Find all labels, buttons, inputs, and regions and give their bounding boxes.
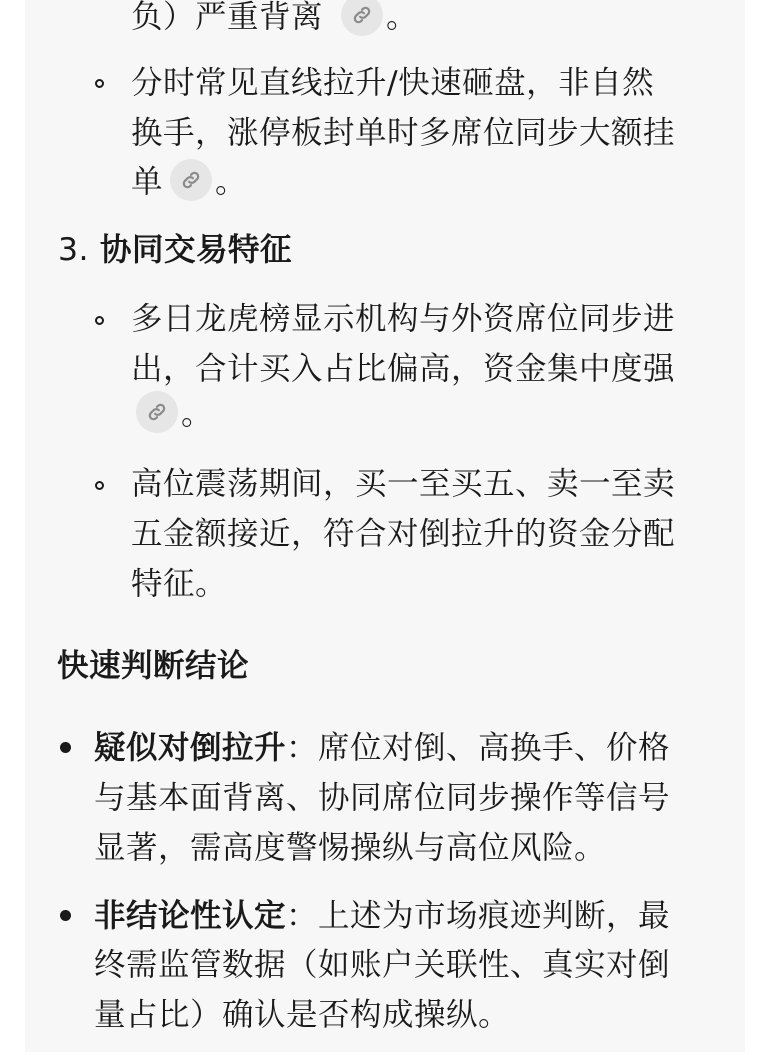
conclusion-item-line: 与基本面背离、协同席位同步操作等信号 [94, 780, 671, 816]
bullet-text-line: 出，合计买入占比偏高，资金集中度强 [131, 351, 676, 387]
list-number: 3. [58, 232, 90, 268]
period: 。 [215, 164, 248, 200]
bullet-text-line: 换手，涨停板封单时多席位同步大额挂 [131, 115, 676, 151]
link-icon [180, 169, 202, 191]
conclusion-heading: 快速判断结论 [57, 648, 250, 684]
conclusion-item-line [94, 723, 670, 773]
colon: ： [286, 898, 319, 934]
link-icon [146, 401, 168, 423]
hollow-bullet [95, 481, 104, 490]
bullet-text-line: 五金额接近，符合对倒拉升的资金分配 [131, 516, 676, 552]
period: 。 [181, 396, 214, 432]
source-link-button[interactable] [136, 391, 178, 433]
conclusion-item-line: 终需监管数据（如账户关联性、真实对倒 [94, 947, 671, 983]
bullet-text-line: 特征。 [131, 566, 228, 602]
bullet-text-line: 高位震荡期间，买一至买五、卖一至卖 [131, 466, 676, 502]
colon: ： [286, 730, 319, 766]
hollow-bullet [95, 79, 104, 88]
conclusion-text: 上述为市场痕迹判断，最 [318, 898, 671, 934]
solid-bullet [60, 742, 71, 753]
conclusion-term: 非结论性认定 [94, 898, 287, 934]
conclusion-term: 疑似对倒拉升 [94, 730, 287, 766]
conclusion-item-line [94, 891, 670, 941]
period: 。 [386, 0, 419, 35]
bullet-text-line: 分时常见直线拉升/快速砸盘，非自然 [131, 65, 655, 101]
section2-line-fragment: 负）严重背离 [131, 0, 324, 35]
bullet-text-line: 单 [131, 164, 164, 200]
solid-bullet [60, 910, 71, 921]
link-icon [351, 4, 373, 26]
section-title: 协同交易特征 [100, 232, 293, 268]
hollow-bullet [95, 316, 104, 325]
source-link-button[interactable] [170, 159, 212, 201]
conclusion-item-line: 量占比）确认是否构成操纵。 [94, 997, 511, 1033]
conclusion-item-line: 显著，需高度警惕操纵与高位风险。 [94, 830, 607, 866]
conclusion-text: 席位对倒、高换手、价格 [318, 730, 671, 766]
bullet-text-line: 多日龙虎榜显示机构与外资席位同步进 [131, 301, 676, 337]
